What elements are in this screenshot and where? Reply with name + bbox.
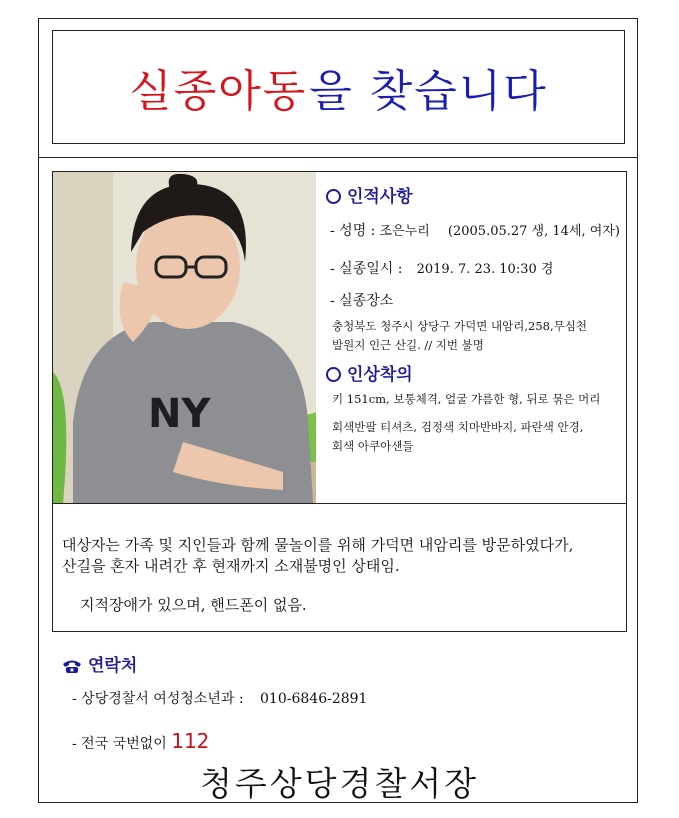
contact-row-1 [72, 688, 367, 708]
svg-text:NY: NY [148, 391, 211, 437]
name-row [330, 220, 620, 240]
poster-title [52, 30, 625, 144]
date-row [330, 258, 553, 278]
circle-icon [326, 189, 341, 204]
description-line-1: 대상자는 가족 및 지인들과 함께 물놀이를 위해 가덕면 내암리를 방문하였다가, [62, 536, 574, 554]
name-extra: (2005.05.27 생, 14세, 여자) [447, 224, 620, 239]
contact-office-phone: 010-6846-2891 [260, 691, 368, 707]
footer-issuer: 청주상당경찰서장 [199, 764, 480, 803]
place-label: - 실종장소 [330, 293, 394, 309]
description-line-2: 산길을 혼자 내려간 후 현재까지 소재불명인 상태임. [62, 557, 400, 575]
profile-heading [326, 182, 413, 207]
date-value: 2019. 7. 23. 10:30 경 [416, 262, 554, 277]
place-text [332, 317, 622, 355]
contact-heading [62, 651, 137, 676]
appearance-line-2: 회색반팔 티셔츠, 검정색 치마반바지, 파란색 안경, [332, 420, 584, 434]
contact-national-number: 112 [171, 729, 210, 753]
contact-national-label: - 전국 국번없이 [72, 736, 167, 752]
circle-icon [326, 367, 341, 382]
child-photo [53, 172, 316, 503]
appearance-text [332, 418, 622, 456]
profile-heading-text: 인적사항 [347, 187, 413, 207]
appearance-heading [326, 360, 413, 385]
appearance-line-1: 키 151cm, 보통체격, 얼굴 갸름한 형, 뒤로 묶은 머리 [332, 392, 601, 406]
phone-icon [62, 658, 82, 674]
description-line-3: 지적장애가 있으며, 핸드폰이 없음. [80, 596, 307, 614]
name-label: - 성명 : [330, 223, 376, 239]
appearance-heading-text: 인상착의 [347, 365, 413, 385]
child-photo-illustration [53, 172, 316, 503]
divider-top [38, 157, 638, 158]
name-value: 조은누리 [379, 224, 430, 239]
date-label: - 실종일시 : [330, 261, 403, 277]
contact-row-2 [72, 729, 209, 753]
place-line-1: 충청북도 청주시 상당구 가덕면 내암리,258,무심천 [332, 319, 587, 333]
contact-heading-text: 연락처 [88, 656, 138, 676]
details-panel [318, 172, 627, 503]
appearance-line-3: 회색 아쿠아샌들 [332, 439, 414, 453]
contact-office-label: - 상당경찰서 여성청소년과 : [72, 691, 244, 707]
title-red-part: 실종아동 [129, 66, 308, 117]
title-blue-part: 을 찾습니다 [309, 66, 548, 117]
place-line-2: 발원지 인근 산길. // 지번 불명 [332, 338, 484, 352]
